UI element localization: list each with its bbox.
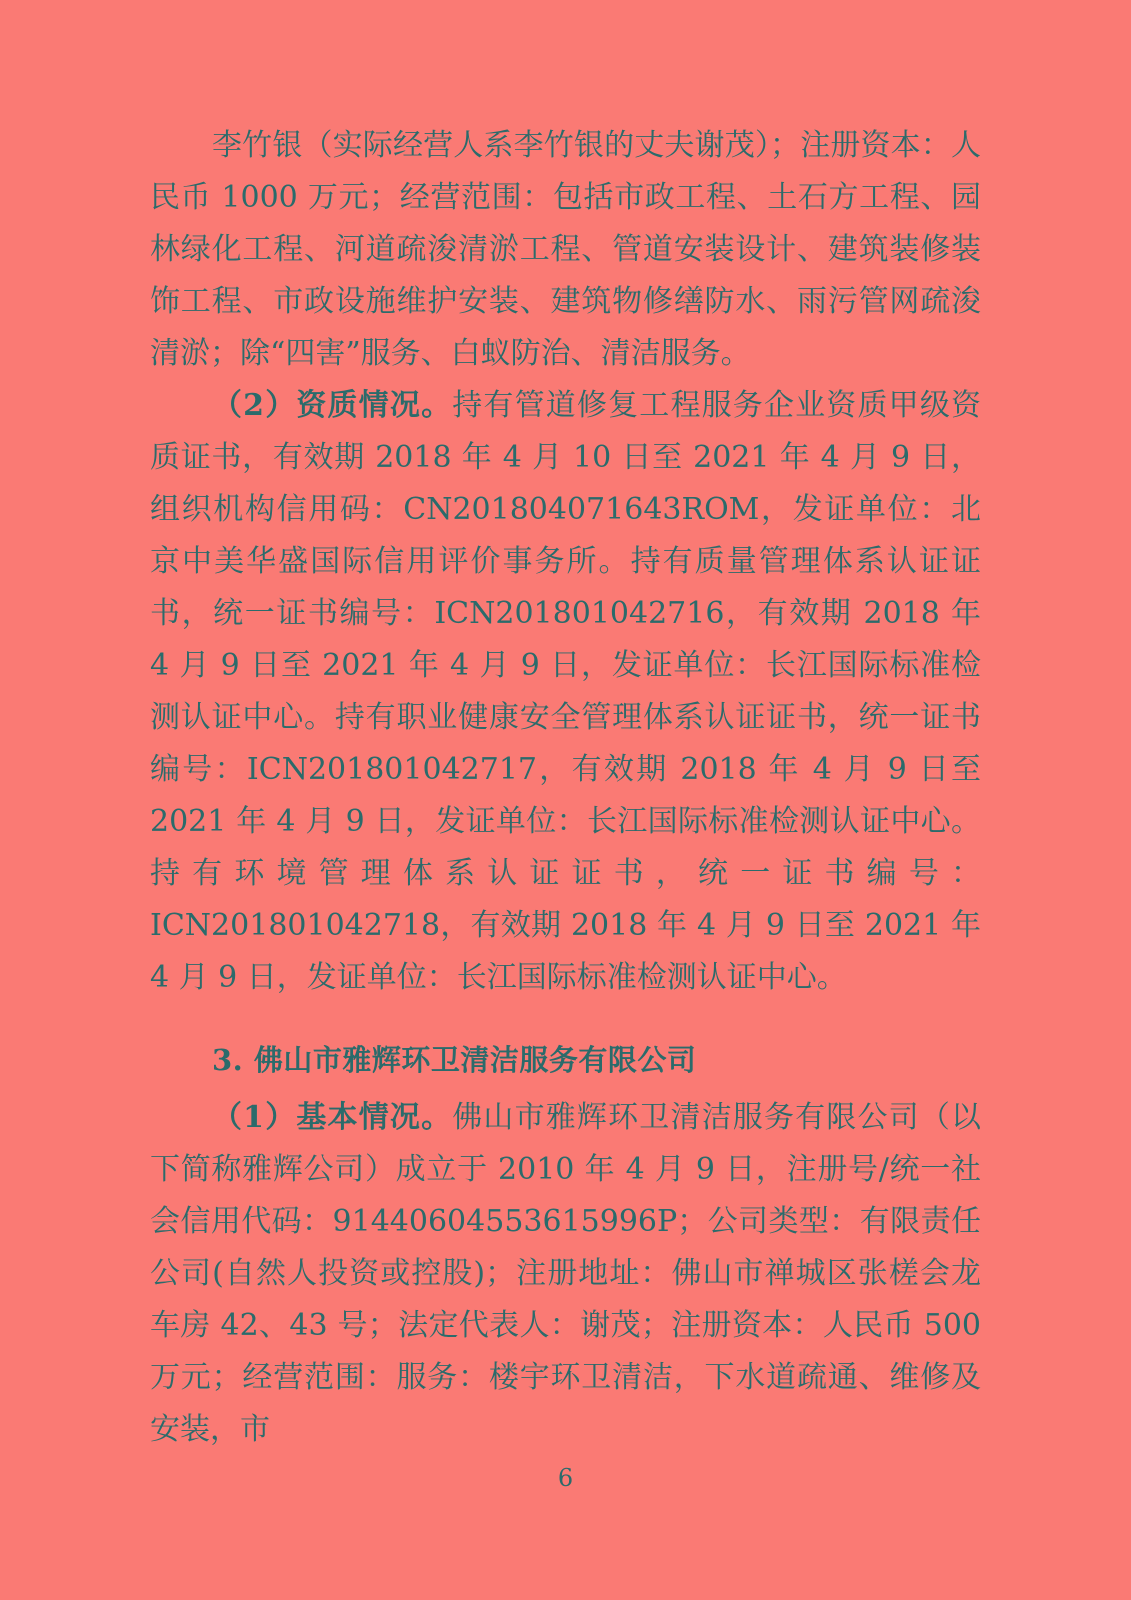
paragraph-text-basic: 佛山市雅辉环卫清洁服务有限公司（以下简称雅辉公司）成立于 2010 年 4 月 9 日，注册号/统一社会信用代码：91440604553615996P；公司类型：有限责任公司(自然人投资或控股)；注册地址：佛山市禅城区张槎会龙车房 42、43 号；法定代表人：谢茂；注册资本：人民币 500 万元；经营范围：服务：楼宇环卫清洁，下水道疏通、维修及安装，市: [150, 1100, 981, 1447]
paragraph-company2-basic-continued: 李竹银（实际经营人系李竹银的丈夫谢茂）；注册资本：人民币 1000 万元；经营范围：包括市政工程、土石方工程、园林绿化工程、河道疏浚清淤工程、管道安装设计、建筑装修装饰工程、市政设施维护安装、建筑物修缮防水、雨污管网疏浚清淤；除“四害”服务、白蚁防治、清洁服务。: [150, 128, 981, 371]
page-number: 6: [557, 1464, 574, 1492]
heading-company3: 3. 佛山市雅辉环卫清洁服务有限公司: [212, 1043, 697, 1077]
paragraph-lead-label-basic: （1）基本情况。: [212, 1100, 453, 1135]
paragraph-company2-qualification: [150, 380, 981, 1004]
paragraph-lead-label-qualification: （2）资质情况。: [212, 388, 453, 423]
document-body: [150, 120, 981, 1456]
paragraph-company3-basic: [150, 1092, 981, 1456]
paragraph-text-qualification: 持有管道修复工程服务企业资质甲级资质证书，有效期 2018 年 4 月 10 日至 2021 年 4 月 9 日，组织机构信用码：CN201804071643ROM，发证单位：北京中美华盛国际信用评价事务所。持有质量管理体系认证证书，统一证书编号：ICN201801042716，有效期 2018 年 4 月 9 日至 2021 年 4 月 9 日，发证单位：长江国际标准检测认证中心。持有职业健康安全管理体系认证证书，统一证书编号：ICN201801042717，有效期 2018 年 4 月 9 日至 2021 年 4 月 9 日，发证单位：长江国际标准检测认证中心。持有环境管理体系认证证书，统一证书编号：ICN201801042718，有效期 2018 年 4 月 9 日至 2021 年 4 月 9 日，发证单位：长江国际标准检测认证中心。: [150, 388, 981, 995]
